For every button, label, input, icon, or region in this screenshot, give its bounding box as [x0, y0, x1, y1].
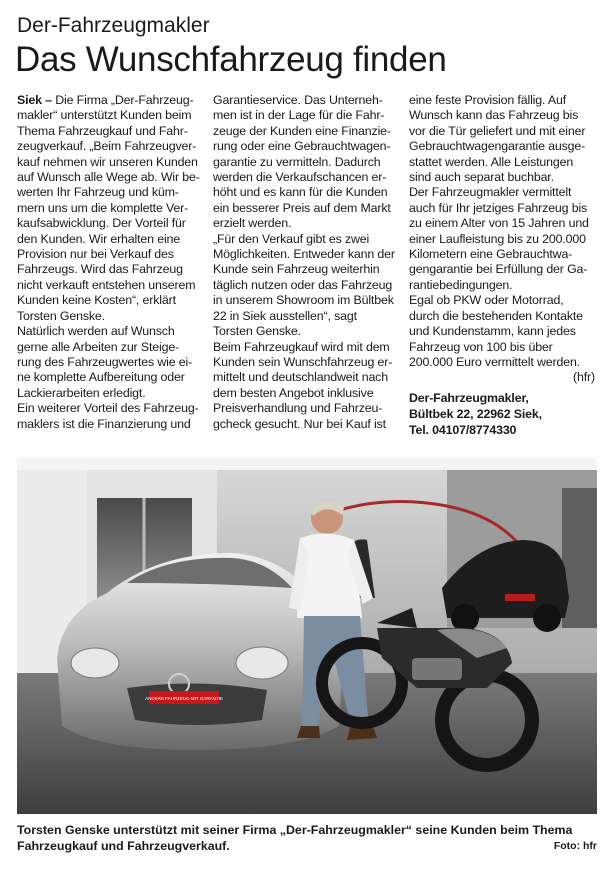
paragraph: „Für den Verkauf gibt es zwei Möglichkeiten. Entweder kann der Kunde sein Fahrzeug weiterhin täglich nutzen oder das Fahrzeug in unserem Showroom im Bültbek 22 in Siek ausstellen“, sagt Torsten Genske. — [213, 231, 395, 339]
photo-credit: Foto: hfr — [553, 840, 597, 852]
article-headline: Das Wunschfahrzeug finden — [15, 40, 447, 79]
article-column-1 — [17, 93, 203, 432]
dealer-plate-text: ANDERS FAHRZEUG MIT GARANTIE — [145, 696, 223, 701]
paragraph: Ein weiterer Vorteil des Fahrzeug-maklers ist die Finanzierung und — [17, 401, 199, 431]
article-photo — [17, 458, 597, 814]
contact-block — [409, 390, 595, 438]
paragraph: Der Fahrzeugmakler vermittelt auch für Ihr jetziges Fahrzeug bis zu einem Alter von 15 Jahren und einer Laufleistung bis zu 200.000 Kilometern eine Gebrauchtwa-gengarantie bei Erfüllung der Ga-rantiebedingungen. — [409, 185, 589, 292]
paragraph: Garantieservice. Das Unterneh-men ist in der Lage für die Fahr-zeuge der Kunden eine Finanzie-rung oder eine Gebrauchtwagen-garantie zu vermitteln. Dadurch werden die Verkaufschancen er-höht und es kann für die Kunden ein besserer Preis auf dem Markt erzielt werden. — [213, 93, 391, 231]
article-column-2 — [213, 93, 399, 432]
paragraph: Natürlich werden auf Wunsch gerne alle Arbeiten zur Steige-rung des Fahrzeugwertes wie ei-ne komplette Aufbereitung oder Lackierarbeiten erledigt. — [17, 324, 193, 400]
paragraph: Egal ob PKW oder Motorrad, durch die bestehenden Kontakte und Kundenstamm, kann jedes Fahrzeug von 100 bis über 200.000 Euro vermittelt werden. — [409, 293, 583, 369]
paragraph: Beim Fahrzeugkauf wird mit dem Kunden sein Wunschfahrzeug er-mittelt und deutschlandweit nach dem besten Angebot inklusive Preisverhandlung und Fahrzeu-gcheck gesucht. Nur bei Kauf ist — [213, 339, 393, 431]
paragraph: eine feste Provision fällig. Auf Wunsch kann das Fahrzeug bis vor die Tür geliefert und mit einer Gebrauchtwagengarantie ausge-stattet werden. Alle Leistungen sind auch separat buchbar. — [409, 93, 586, 185]
paragraph-text: Die Firma „Der-Fahrzeug-makler“ unterstützt Kunden beim Thema Fahrzeugkauf und Fahr-zeugverkauf. „Beim Fahrzeugver-kauf nehmen wir unseren Kunden auf Wunsch alle Wege ab. Wir be-werten Ihr Fahrzeug und küm-mern uns um die komplette Ver-kaufsabwicklung. Der Vorteil für den Kunden. Wir erhalten eine Provision nur bei Verkauf des Fahrzeugs. Wird das Fahrzeug nicht verkauft entstehen unserem Kunden keine Kosten“, erklärt Torsten Genske. — [17, 93, 200, 323]
article-kicker: Der-Fahrzeugmakler — [17, 14, 210, 37]
dateline: Siek – — [17, 93, 52, 107]
photo-caption: Torsten Genske unterstützt mit seiner Firma „Der-Fahrzeugmakler“ seine Kunden beim Thema Fahrzeugkauf und Fahrzeugverkauf. — [17, 823, 573, 853]
contact-name: Der-Fahrzeugmakler, — [409, 390, 529, 405]
contact-address: Bültbek 22, 22962 Siek, — [409, 406, 542, 421]
article-body — [17, 93, 597, 448]
contact-phone[interactable]: Tel. 04107/8774330 — [409, 422, 517, 437]
showroom-photo — [17, 458, 597, 814]
author-credit: (hfr) — [573, 370, 595, 385]
article-column-3 — [409, 93, 595, 438]
paragraph — [17, 93, 203, 324]
